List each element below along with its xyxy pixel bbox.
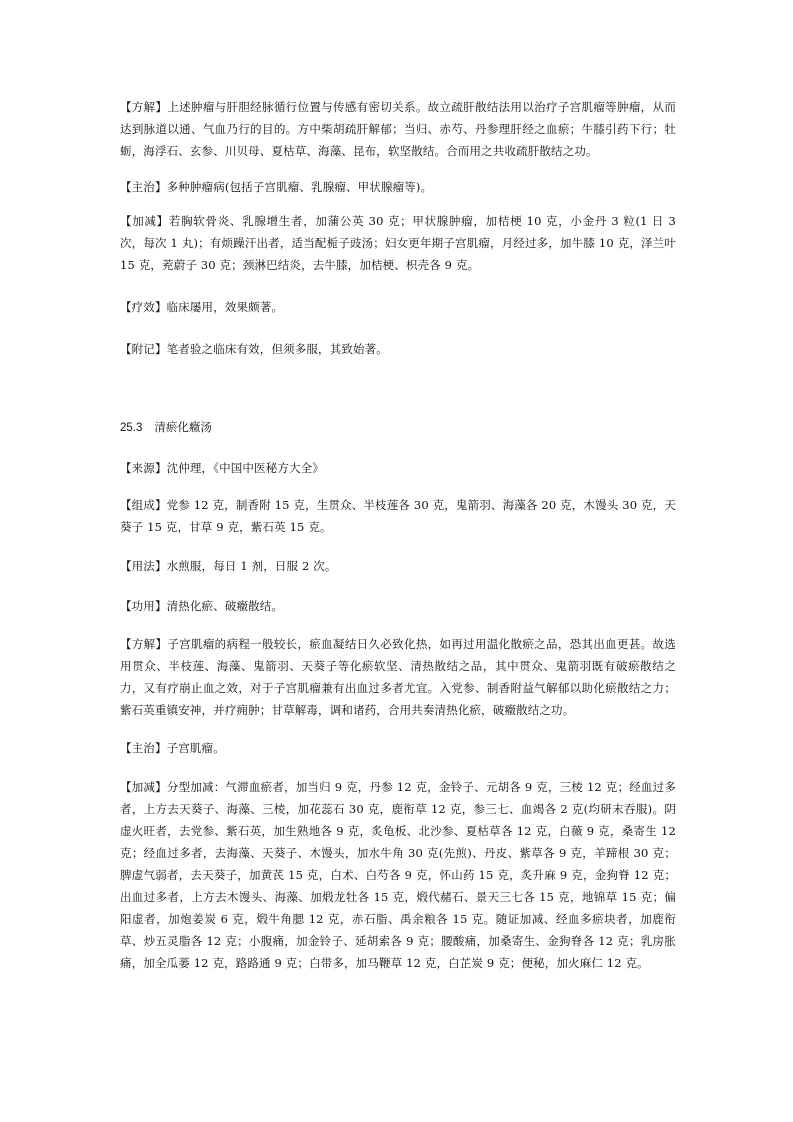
text-fuji-1: 笔者验之临床有效，但须多服，其致始著。 [166, 342, 388, 356]
paragraph-zhuzhi-1 [120, 176, 676, 198]
text-fangjie-2: 子宫肌瘤的病程一般较长，瘀血凝结日久必致化热，如再过用温化散瘀之品，恐其出血更甚。故选用贯众、半枝莲、海藻、鬼箭羽、天葵子等化瘀软坚、清热散结之品，其中贯众、鬼箭羽既有破瘀散结之力，又有疗崩止血之效，对于子宫肌瘤兼有出血过多者尤宜。入党参、制香附益气解郁以助化瘀散结之力；紫石英重镇安神，并疗痈肿；甘草解毒，调和诸药，合用共奏清热化瘀，破癥散结之功。 [120, 637, 676, 717]
text-zucheng: 党参 12 克，制香附 15 克，生贯众、半枝莲各 30 克，鬼箭羽、海藻各 20 克，木馒头 30 克，天葵子 15 克，甘草 9 克，紫石英 15 克。 [120, 498, 676, 534]
section-title: 清瘀化癥汤 [154, 420, 212, 434]
text-jiajian-1: 若胸软骨炎、乳腺增生者，加蒲公英 30 克；甲状腺肿瘤，加桔梗 10 克，小金丹 3 粒(1 日 3 次，每次 1 丸)；有烦躁汗出者，适当配栀子豉汤；妇女更年期子宫肌瘤，月经过多，加牛膝 10 克，泽兰叶 15 克，茺蔚子 30 克；颈淋巴结炎，去牛膝，加桔梗、枳壳各 9 克。 [120, 214, 676, 272]
label-zucheng: 【组成】 [120, 498, 167, 512]
label-fangjie-2: 【方解】 [120, 637, 168, 651]
text-yongfa: 水煎服，每日 1 剂，日服 2 次。 [166, 559, 337, 573]
label-jiajian-2: 【加减】 [120, 780, 167, 794]
paragraph-liaoxiao-1 [120, 296, 676, 318]
text-liaoxiao-1: 临床屡用，效果颇著。 [166, 300, 284, 314]
text-fangjie-1: 上述肿瘤与肝胆经脉循行位置与传感有密切关系。故立疏肝散结法用以治疗子宫肌瘤等肿瘤，从而达到脉道以通、气血乃行的目的。方中柴胡疏肝解郁；当归、赤芍、丹参理肝经之血瘀；牛膝引药下行；牡蛎，海浮石、玄参、川贝母、夏枯草、海藻、昆布，软坚散结。合而用之共收疏肝散结之功。 [120, 100, 676, 158]
paragraph-laiyuan [120, 457, 676, 479]
label-fuji-1: 【附记】 [120, 342, 167, 356]
paragraph-zhuzhi-2 [120, 737, 676, 759]
label-fangjie-1: 【方解】 [120, 100, 168, 114]
section-heading [120, 416, 676, 439]
text-jiajian-2: 分型加减：气滞血瘀者，加当归 9 克，丹参 12 克，金铃子、元胡各 9 克，三棱 12 克；经血过多者，上方去天葵子、海藻、三棱，加花蕊石 30 克，鹿衔草 12 克，参三七、血竭各 2 克(均研末吞服)。阴虚火旺者，去党参、紫石英，加生熟地各 9 克，炙龟板、北沙参、夏枯草各 12 克，白薇 9 克，桑寄生 12 克；经血过多者，去海藻、天葵子、木馒头，加水牛角 30 克(先煎)、丹皮、紫草各 9 克，羊蹄根 30 克；脾虚气弱者，去天葵子，加黄芪 15 克，白术、白芍各 9 克，怀山药 15 克，炙升麻 9 克，金狗脊 12 克；出血过多者，上方去木馒头、海藻、加煅龙牡各 15 克，煅代赭石、景天三七各 15 克，地锦草 15 克；偏阳虚者，加炮姜炭 6 克，煅牛角腮 12 克，赤石脂、禹余粮各 15 克。随证加减、经血多瘀块者，加鹿衔草、炒五灵脂各 12 克；小腹痛，加金铃子、延胡索各 9 克；腰酸痛，加桑寄生、金狗脊各 12 克；乳房胀痛，加全瓜蒌 12 克，路路通 9 克；白带多，加马鞭草 12 克，白芷炭 9 克；便秘，加火麻仁 12 克。 [120, 780, 676, 970]
text-zhuzhi-2: 子宫肌瘤。 [166, 741, 225, 755]
label-yongfa: 【用法】 [120, 559, 167, 573]
section-number: 25.3 [120, 422, 143, 434]
label-zhuzhi-1: 【主治】 [120, 180, 167, 194]
paragraph-jiajian-1 [120, 210, 676, 276]
paragraph-yongfa [120, 555, 676, 577]
paragraph-fangjie-2 [120, 633, 676, 721]
label-gongyong: 【功用】 [120, 599, 167, 613]
paragraph-fangjie-1 [120, 96, 676, 162]
text-gongyong: 清热化瘀、破癥散结。 [166, 599, 284, 613]
text-zhuzhi-1: 多种肿瘤病(包括子宫肌瘤、乳腺瘤、甲状腺瘤等)。 [166, 180, 433, 194]
label-zhuzhi-2: 【主治】 [120, 741, 167, 755]
paragraph-gongyong [120, 595, 676, 617]
paragraph-jiajian-2 [120, 776, 676, 974]
paragraph-fuji-1 [120, 338, 676, 360]
label-laiyuan: 【来源】 [120, 461, 167, 475]
paragraph-zucheng [120, 494, 676, 538]
label-liaoxiao-1: 【疗效】 [120, 300, 167, 314]
label-jiajian-1: 【加减】 [120, 214, 169, 228]
text-laiyuan: 沈仲理，《中国中医秘方大全》 [166, 461, 324, 475]
